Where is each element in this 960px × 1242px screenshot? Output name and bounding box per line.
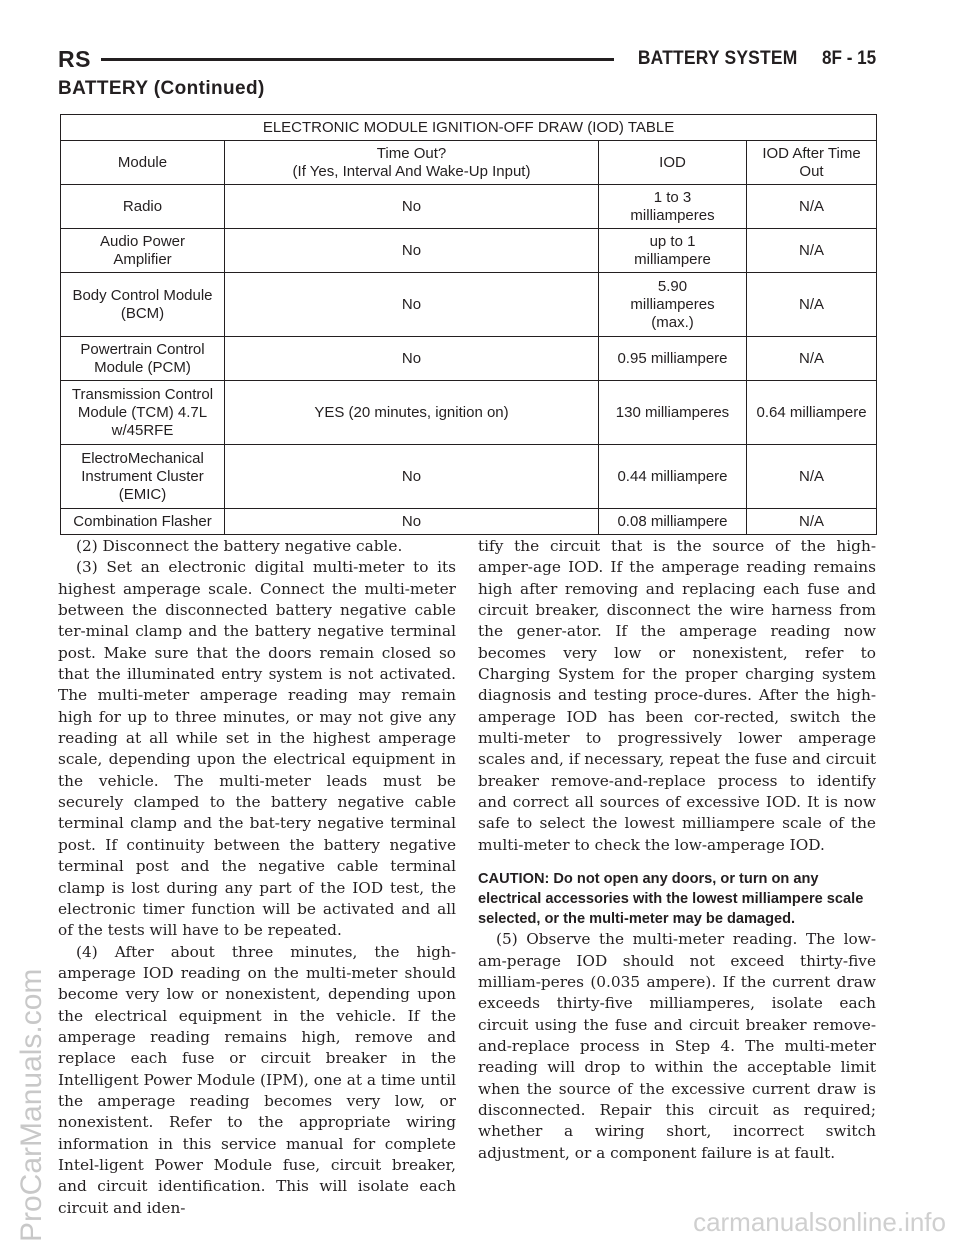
iod-table-header-cell: IOD: [599, 141, 747, 185]
body-paragraph: (3) Set an electronic digital multi-meter to its highest amperage scale. Connect the multi-meter between the disconnected battery negative cable ter-minal clamp and the battery negative terminal post. Make sure that the doors remain closed so that the illuminated entry system is not activated. The multi-meter amperage reading may remain high for up to three minutes, or may not give any reading at all while set in the highest amperage scale, depending upon the electrical equipment in the vehicle. The multi-meter leads must be securely clamped to the battery negative cable terminal clamp and the bat-tery negative terminal post. If continuity between the battery negative terminal post and the negative cable terminal clamp is lost during any part of the IOD test, the electronic timer function will be activated and all of the tests will have to be repeated.: [58, 558, 456, 940]
table-row: [61, 229, 877, 273]
table-cell: No: [225, 229, 599, 273]
header-page-number: 8F - 15: [821, 48, 876, 69]
table-cell: No: [225, 273, 599, 337]
iod-table-header-cell: Time Out? (If Yes, Interval And Wake-Up Input): [225, 141, 599, 185]
table-row: [61, 381, 877, 445]
body-paragraph: (2) Disconnect the battery negative cable.: [76, 537, 403, 555]
table-cell: 0.44 milliampere: [599, 445, 747, 509]
table-cell: 130 milliamperes: [599, 381, 747, 445]
table-cell: Audio Power Amplifier: [61, 229, 225, 273]
table-cell: ElectroMechanical Instrument Cluster (EMIC): [61, 445, 225, 509]
table-cell: N/A: [747, 185, 877, 229]
table-cell: N/A: [747, 337, 877, 381]
table-row: [61, 509, 877, 535]
table-cell: 5.90 milliamperes (max.): [599, 273, 747, 337]
table-cell: 0.95 milliampere: [599, 337, 747, 381]
body-column-right: [478, 536, 876, 1164]
table-cell: No: [225, 337, 599, 381]
table-cell: up to 1 milliampere: [599, 229, 747, 273]
table-cell: 0.64 milliampere: [747, 381, 877, 445]
iod-table-header-cell: IOD After Time Out: [747, 141, 877, 185]
iod-table-header-row: [61, 141, 877, 185]
body-paragraph-step5: (5) Observe the multi-meter reading. The low-am-perage IOD should not exceed thirty-five milliam-peres (0.035 ampere). If the current draw exceeds thirty-five milliamperes, isolate each circuit using the fuse and circuit breaker remove-and-replace process in Step 4. The multi-meter reading will drop to within the acceptable limit when the source of the excessive current draw is disconnected. Repair this circuit as required; whether a wiring short, incorrect switch adjustment, or a component failure is at fault.: [478, 930, 876, 1162]
body-paragraph: (4) After about three minutes, the high-amperage IOD reading on the multi-meter should become very low or nonexistent, depending upon the electrical equipment in the vehicle. If the amperage reading remains high, remove and replace each fuse or circuit breaker in the Intelligent Power Module (IPM), one at a time until the amperage reading becomes very low, or nonexistent. Refer to the appropriate wiring information in this service manual for complete Intel-ligent Power Module fuse, circuit breaker, and circuit identification. This will isolate each circuit and iden-: [58, 942, 456, 1217]
body-paragraph-continued: tify the circuit that is the source of the high-amper-age IOD. If the amperage reading remains high after removing and replacing each fuse and circuit breaker, disconnect the wire harness from the gener-ator. If the amperage reading now becomes very low or nonexistent, refer to Charging System for the proper charging system diagnosis and testing proce-dures. After the high-amperage IOD has been cor-rected, switch the multi-meter to progressively lower amperage scales and, if necessary, repeat the fuse and circuit breaker remove-and-replace process to identify and correct all sources of excessive IOD. It is now safe to select the lowest milliampere scale of the multi-meter to check the low-amperage IOD.: [478, 537, 876, 854]
table-cell: Combination Flasher: [61, 509, 225, 535]
iod-table: [60, 114, 877, 535]
table-cell: Body Control Module (BCM): [61, 273, 225, 337]
table-cell: N/A: [747, 273, 877, 337]
iod-table-title: ELECTRONIC MODULE IGNITION-OFF DRAW (IOD) TABLE: [61, 115, 877, 141]
footer-watermark: carmanualsonline.info: [693, 1207, 946, 1237]
table-row: [61, 185, 877, 229]
caution-note: CAUTION: Do not open any doors, or turn on any electrical accessories with the lowest milliampere scale selected, or the multi-meter may be damaged.: [478, 871, 864, 928]
body-column-left: [58, 536, 456, 1219]
table-cell: N/A: [747, 509, 877, 535]
table-cell: 0.08 milliampere: [599, 509, 747, 535]
table-cell: No: [225, 445, 599, 509]
header-title: BATTERY SYSTEM: [638, 48, 798, 69]
table-cell: YES (20 minutes, ignition on): [225, 381, 599, 445]
iod-table-header-cell: Module: [61, 141, 225, 185]
table-cell: No: [225, 185, 599, 229]
section-title: BATTERY (Continued): [58, 78, 265, 99]
table-row: [61, 445, 877, 509]
table-cell: No: [225, 509, 599, 535]
table-cell: N/A: [747, 229, 877, 273]
table-row: [61, 337, 877, 381]
table-row: [61, 273, 877, 337]
header-rule: [101, 58, 614, 61]
page-header: [58, 44, 876, 74]
table-cell: Transmission Control Module (TCM) 4.7L w/45RFE: [61, 381, 225, 445]
iod-table-body: [61, 185, 877, 535]
table-cell: 1 to 3 milliamperes: [599, 185, 747, 229]
table-cell: Powertrain Control Module (PCM): [61, 337, 225, 381]
header-section-code: RS: [58, 45, 91, 72]
table-cell: Radio: [61, 185, 225, 229]
side-watermark: ProCarManuals.com: [15, 968, 48, 1242]
table-cell: N/A: [747, 445, 877, 509]
